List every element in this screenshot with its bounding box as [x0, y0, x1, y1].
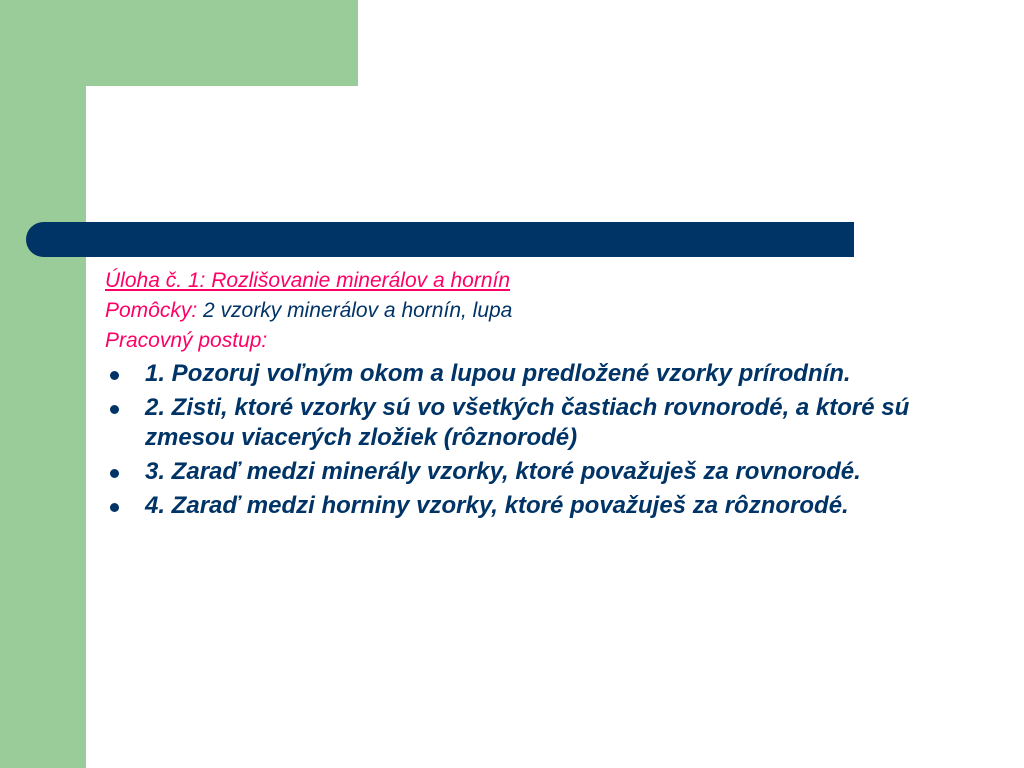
step-text: 3. Zaraď medzi minerály vzorky, ktoré považuješ za rovnorodé. — [145, 458, 861, 485]
tools-line — [105, 296, 1005, 326]
step-text: 1. Pozoruj voľným okom a lupou predložené vzorky prírodnín. — [145, 360, 851, 387]
list-item — [105, 359, 1005, 389]
list-item — [105, 491, 1005, 521]
step-text: 2. Zisti, ktoré vzorky sú vo všetkých častiach rovnorodé, a ktoré sú zmesou viacerých zložiek (rôznorodé) — [145, 394, 910, 451]
bullet-icon — [110, 503, 119, 512]
step-text: 4. Zaraď medzi horniny vzorky, ktoré považuješ za rôznorodé. — [145, 492, 849, 519]
task-title: Úloha č. 1: Rozlišovanie minerálov a hornín — [105, 269, 511, 292]
green-top-band — [86, 0, 358, 86]
procedure-label: Pracovný postup: — [105, 329, 268, 352]
green-side-band — [0, 0, 86, 768]
list-item — [105, 457, 1005, 487]
bullet-icon — [110, 469, 119, 478]
tools-value: 2 vzorky minerálov a hornín, lupa — [203, 299, 513, 322]
bullet-icon — [110, 405, 119, 414]
tools-label: Pomôcky: — [105, 299, 198, 322]
title-divider-bar — [26, 222, 854, 257]
slide-body — [105, 266, 1005, 525]
bullet-icon — [110, 371, 119, 380]
steps-list — [105, 359, 1005, 521]
list-item — [105, 393, 1005, 453]
